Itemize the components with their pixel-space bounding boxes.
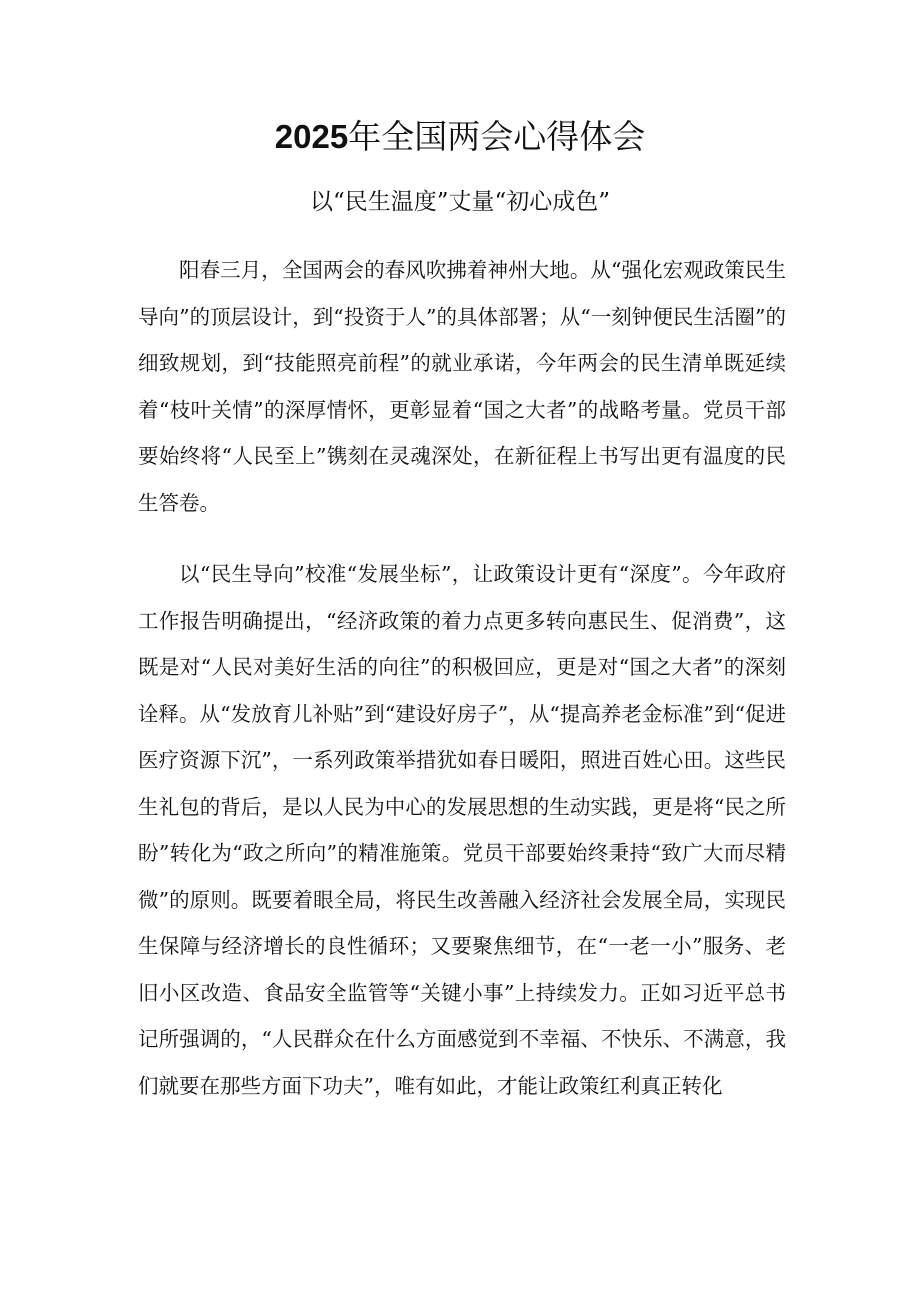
title-text: 年全国两会心得体会	[348, 117, 646, 156]
document-title	[0, 112, 920, 162]
document-body	[138, 247, 786, 1109]
paragraph-1: 阳春三月，全国两会的春风吹拂着神州大地。从“强化宏观政策民生导向”的顶层设计，到“投资于人”的具体部署；从“一刻钟便民生活圈”的细致规划，到“技能照亮前程”的就业承诺，今年两会的民生清单既延续着“枝叶关情”的深厚情怀，更彰显着“国之大者”的战略考量。党员干部要始终将“人民至上”镌刻在灵魂深处，在新征程上书写出更有温度的民生答卷。	[138, 258, 786, 515]
paragraph-2: 以“民生导向”校准“发展坐标”，让政策设计更有“深度”。今年政府工作报告明确提出，“经济政策的着力点更多转向惠民生、促消费”，这既是对“人民对美好生活的向往”的积极回应，更是对“国之大者”的深刻诠释。从“发放育儿补贴”到“建设好房子”，从“提高养老金标准”到“促进医疗资源下沉”，一系列政策举措犹如春日暖阳，照进百姓心田。这些民生礼包的背后，是以人民为中心的发展思想的生动实践，更是将“民之所盼”转化为“政之所向”的精准施策。党员干部要始终秉持“致广大而尽精微”的原则。既要着眼全局，将民生改善融入经济社会发展全局，实现民生保障与经济增长的良性循环；又要聚焦细节，在“一老一小”服务、老旧小区改造、食品安全监管等“关键小事”上持续发力。正如习近平总书记所强调的，“人民群众在什么方面感觉到不幸福、不快乐、不满意，我们就要在那些方面下功夫”，唯有如此，才能让政策红利真正转化	[138, 562, 786, 1098]
document-subtitle: 以“民生温度”丈量“初心成色”	[309, 189, 611, 215]
title-year: 2025	[274, 118, 349, 155]
